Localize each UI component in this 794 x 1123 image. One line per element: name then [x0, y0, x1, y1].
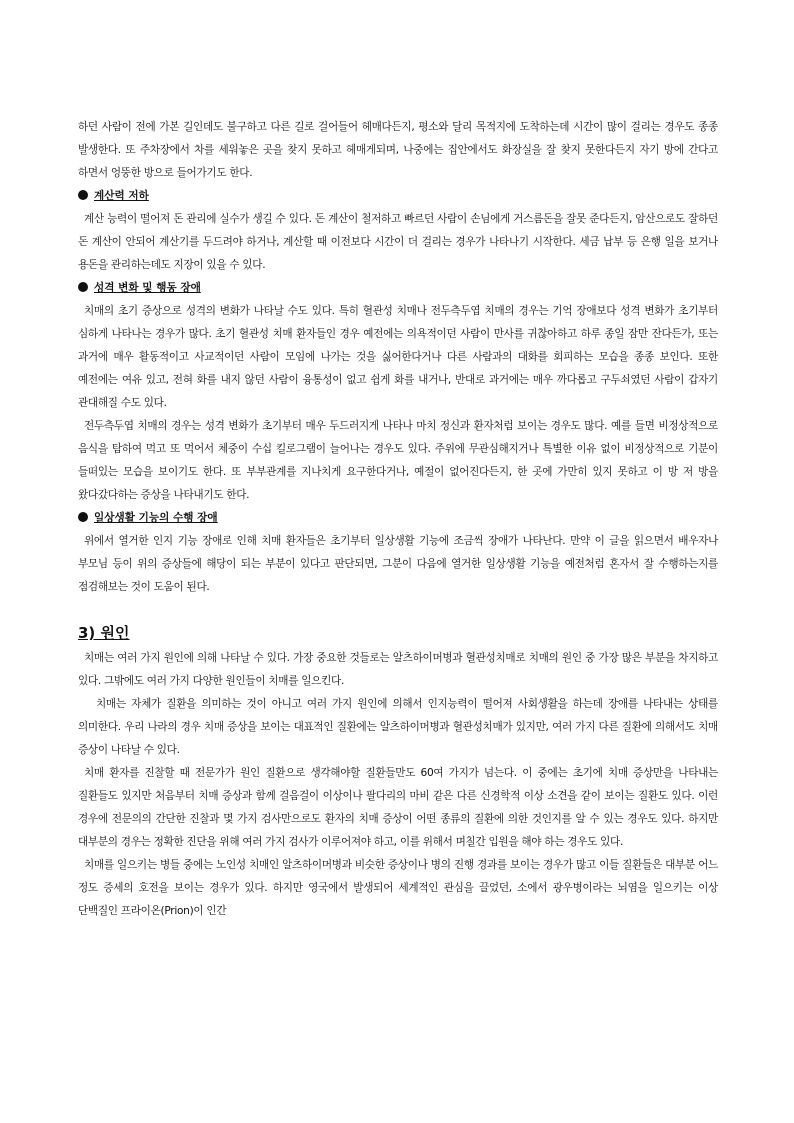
section-heading-label: 계산력 저하: [94, 190, 149, 202]
bullet-icon: [78, 512, 88, 522]
intro-paragraph: 하던 사람이 전에 가본 길인데도 불구하고 다른 길로 걸어들어 헤매다든지, 평소와 달리 목적지에 도착하는데 시간이 많이 걸리는 경우도 종종 발생한다. 또 주차장에서 차를 세워놓은 곳을 찾지 못하고 헤매게되며, 나중에는 집안에서도 화장실을 잘 찾지 못한다든지 자기 방에 간다고 하면서 엉뚱한 방으로 들어가기도 한다.: [78, 121, 718, 179]
section-heading-label: 일상생활 기능의 수행 장애: [94, 512, 218, 524]
bullet-icon: [78, 282, 88, 292]
body-paragraph: 전두측두엽 치매의 경우는 성격 변화가 초기부터 매우 두드러지게 나타나 마치 정신과 환자처럼 보이는 경우도 많다. 예를 들면 비정상적으로 음식을 탐하여 먹고 또 먹어서 체중이 수십 킬로그램이 늘어나는 경우도 있다. 주위에 무관심해지거나 특별한 이유 없이 비정상적으로 기분이 들떠있는 모습을 보이기도 한다. 또 부부관계를 지나치게 요구한다거나, 예절이 없어진다든지, 한 곳에 가만히 있지 못하고 이 방 저 방을 왔다갔다하는 증상을 나타내기도 한다.: [78, 420, 718, 501]
section-title-cause: 3) 원인: [78, 624, 130, 642]
bullet-icon: [78, 190, 88, 200]
body-paragraph: 치매는 여러 가지 원인에 의해 나타날 수 있다. 가장 중요한 것들로는 알츠하이머병과 혈관성치매로 치매의 원인 중 가장 많은 부분을 차지하고 있다. 그밖에도 여러 가지 다양한 원인들이 치매를 일으킨다.: [78, 652, 718, 687]
document-page: [78, 116, 718, 923]
section-heading-calculation: [78, 185, 718, 208]
body-paragraph: 치매는 자체가 질환을 의미하는 것이 아니고 여러 가지 원인에 의해서 인지능력이 떨어져 사회생활을 하는데 장애를 나타내는 상태를 의미한다. 우리 나라의 경우 치매 증상을 보이는 대표적인 질환에는 알츠하이머병과 혈관성치매가 있지만, 여러 가지 다른 질환에 의해서도 치매 증상이 나타날 수 있다.: [78, 698, 718, 756]
body-paragraph: 치매 환자를 진찰할 때 전문가가 원인 질환으로 생각해야할 질환들만도 60여 가지가 넘는다. 이 중에는 초기에 치매 증상만을 나타내는 질환들도 있지만 처음부터 치매 증상과 함께 걸음걸이 이상이나 팔다리의 마비 같은 다른 신경학적 이상 소견을 같이 보이는 질환도 있다. 이런 경우에 전문의의 간단한 진찰과 몇 가지 검사만으로도 환자의 치매 증상이 어떤 종류의 질환에 의한 것인지를 알 수 있는 경우도 있다. 하지만 대부분의 경우는 정확한 진단을 위해 여러 가지 검사가 이루어져야 하고, 이를 위해서 며칠간 입원을 해야 하는 경우도 있다.: [78, 767, 718, 848]
body-paragraph: 위에서 열거한 인지 기능 장애로 인해 치매 환자들은 초기부터 일상생활 기능에 조금씩 장애가 나타난다. 만약 이 글을 읽으면서 배우자나 부모님 등이 위의 증상들에 해당이 되는 부분이 있다고 판단되면, 그분이 다음에 열거한 일상생활 기능을 예전처럼 혼자서 잘 수행하는지를 점검해보는 것이 도움이 된다.: [78, 535, 718, 593]
section-heading-daily-living: [78, 507, 718, 530]
body-paragraph: 계산 능력이 떨어져 돈 관리에 실수가 생길 수 있다. 돈 계산이 철저하고 빠르던 사람이 손님에게 거스름돈을 잘못 준다든지, 암산으로도 잘하던 돈 계산이 안되어 계산기를 두드려야 하거나, 계산할 때 이전보다 시간이 더 걸리는 경우가 나타나기 시작한다. 세금 납부 등 은행 일을 보거나 용돈을 관리하는데도 지장이 있을 수 있다.: [78, 213, 718, 271]
section-heading-personality: [78, 277, 718, 300]
body-paragraph: 치매를 일으키는 병들 중에는 노인성 치매인 알츠하이머병과 비슷한 증상이나 병의 진행 경과를 보이는 경우가 많고 이들 질환들은 대부분 어느 정도 증세의 호전을 보이는 경우가 있다. 하지만 영국에서 발생되어 세계적인 관심을 끌었던, 소에서 광우병이라는 뇌염을 일으키는 이상 단백질인 프라이온(Prion)이 인간: [78, 859, 718, 917]
body-paragraph: 치매의 초기 증상으로 성격의 변화가 나타날 수도 있다. 특히 혈관성 치매나 전두측두엽 치매의 경우는 기억 장애보다 성격 변화가 초기부터 심하게 나타나는 경우가 많다. 초기 혈관성 치매 환자들인 경우 예전에는 의욕적이던 사람이 만사를 귀찮아하고 하루 종일 잠만 잔다든가, 또는 과거에 매우 활동적이고 사교적이던 사람이 모임에 나가는 것을 싫어한다거나 다른 사람과의 대화를 회피하는 모습을 종종 보인다. 또한 예전에는 여유 있고, 전혀 화를 내지 않던 사람이 융통성이 없고 쉽게 화를 내거나, 반대로 과거에는 매우 까다롭고 구두쇠였던 사람이 갑자기 관대해질 수도 있다.: [78, 305, 718, 409]
section-heading-label: 성격 변화 및 행동 장애: [94, 282, 201, 294]
